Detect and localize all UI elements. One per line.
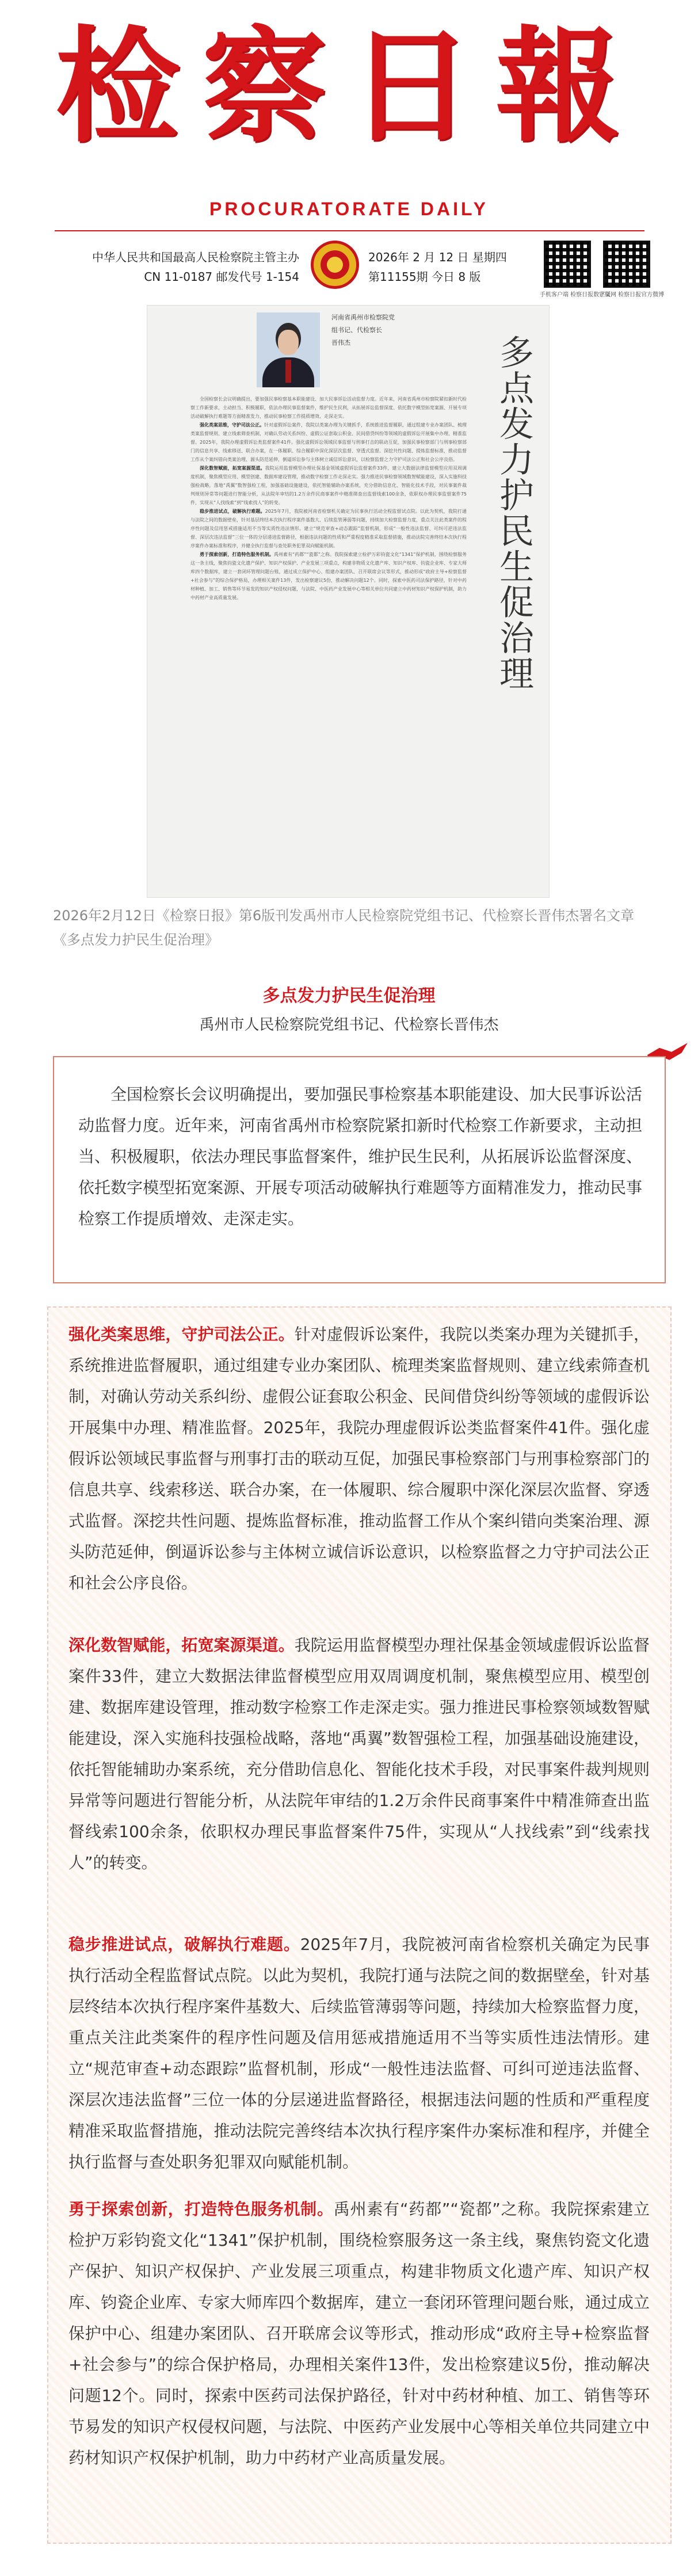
newspaper-subtitle: PROCURATORATE DAILY bbox=[209, 199, 489, 219]
clipping-section-text: 禹州素有“药都”“瓷都”之称。我院探索建立检护万彩钧瓷文化“1341”保护机制，围绕检察服务这一条主线，聚焦钧瓷文化遗产保护、知识产权保护、产业发展三项重点，构建非物质文化遗产库、知识产权库、钧瓷企业库、专家大师库四个数据库，建立一套闭环管理问题台账，通过成立保护中心、组建办案团队、召开联席会议等形式，推动形成“政府主导+检察监督+社会参与”的综合保护格局，办理相关案件13件，发出检察建议5份，推动解决问题12个。同时，探索中医药司法保护路径，针对中药材种植、加工、销售等环节易发的知识产权侵权问题，与法院、中医药产业发展中心等相关单位共同建立中药材知识产权保护机制，助力中药材产业高质量发展。 bbox=[190, 552, 467, 600]
body-paragraph bbox=[68, 1630, 650, 1878]
clipping-paragraph bbox=[190, 550, 467, 602]
issue-number: 第11155期 今日 8 版 bbox=[368, 270, 481, 284]
clipping-body-text bbox=[190, 395, 467, 890]
section-text: 我院运用监督模型办理社保基金领域虚假诉讼监督案件33件，建立大数据法律监督模型应用双周调度机制，聚焦模型应用、模型创建、数据库建设管理，推动数字检察工作走深走实。强力推进民事检察领域数智赋能建设，深入实施科技强检战略，落地“禹翼”数智强检工程，加强基础设施建设，依托智能辅助办案系统，充分借助信息化、智能化技术手段，对民事案件裁判规则异常等问题进行智能分析，从法院年审结的1.2万余件民商事案件中精准筛查出监督线索100余条，依职权办理民事监督案件75件，实现从“人找线索”到“线索找人”的转变。 bbox=[68, 1636, 650, 1872]
section-heading: 深化数智赋能，拓宽案源渠道。 bbox=[68, 1636, 295, 1655]
section-heading: 勇于探索创新，打造特色服务机制。 bbox=[68, 2200, 334, 2219]
publication-codes: CN 11-0187 邮发代号 1-154 bbox=[144, 270, 299, 284]
article-title: 多点发力护民生促治理 bbox=[262, 986, 436, 1006]
clipping-section-text: 针对虚假诉讼案件，我院以类案办理为关键抓手，系统推进监督履职，通过组建专业办案团队、梳理类案监督规则、建立线索筛查机制，对确认劳动关系纠纷、虚假公证套取公积金、民间借贷纠纷等领域的虚假诉讼开展集中办理、精准监督。2025年，我院办理虚假诉讼类监督案件41件。强化虚假诉讼领域民事监督与刑事打击的联动互促，加强民事检察部门与刑事检察部门的信息共享、线索移送、联合办案，在一体履职、综合履职中深化深层次监督、穿透式监督。深挖共性问题、提炼监督标准，推动监督工作从个案纠错向类案治理、源头防范延伸，倒逼诉讼参与主体树立诚信诉讼意识，以检察监督之力守护司法公正和社会公序良俗。 bbox=[190, 422, 467, 462]
body-paragraph bbox=[68, 1319, 650, 1599]
clipping-section-heading: 勇于探索创新，打造特色服务机制。 bbox=[200, 552, 274, 557]
publisher-line: 中华人民共和国最高人民检察院主管主办 bbox=[92, 250, 299, 264]
section-heading: 强化类案思维，守护司法公正。 bbox=[68, 1325, 295, 1344]
clipping-caption: 2026年2月12日《检察日报》第6版刊发禹州市人民检察院党组书记、代检察长晋伟杰署名文章《多点发力护民生促治理》 bbox=[53, 908, 635, 948]
article-byline: 禹州市人民检察院党组书记、代检察长晋伟杰 bbox=[199, 1016, 499, 1034]
masthead-divider bbox=[55, 230, 644, 231]
qr-caption: 正义网 检察日报官方微博 bbox=[599, 292, 665, 298]
clipping-section-heading: 强化类案思维，守护司法公正。 bbox=[200, 422, 264, 428]
publisher-info bbox=[58, 247, 299, 287]
newspaper-masthead bbox=[0, 0, 698, 299]
body-paragraph bbox=[68, 2194, 650, 2474]
clipping-paragraph: 全国检察长会议明确提出，要加强民事检察基本职能建设、加大民事诉讼活动监督力度。近年来，河南省禹州市检察院紧扣新时代检察工作新要求，主动担当、积极履职，依法办理民事监督案件，维护民生民利，从拓展诉讼监督深度、依托数字模型拓宽案源、开展专项活动破解执行难题等方面精准发力，推动民事检察工作提质增效、走深走实。 bbox=[190, 397, 467, 419]
portrait-caption bbox=[331, 311, 395, 349]
clipping-section-text: 我院运用监督模型办理社保基金领域虚假诉讼监督案件33件，建立大数据法律监督模型应用双周调度机制，聚焦模型应用、模型创建、数据库建设管理，推动数字检察工作走深走实。强力推进民事检察领域数智赋能建设，深入实施科技强检战略，落地“禹翼”数智强检工程，加强基础设施建设，依托智能辅助办案系统，充分借助信息化、智能化技术手段，对民事案件裁判规则异常等问题进行智能分析，从法院年审结的1.2万余件民商事案件中精准筛查出监督线索100余条，依职权办理民事监督案件75件，实现从“人找线索”到“线索找人”的转变。 bbox=[190, 466, 467, 505]
issue-date: 2026年 2 月 12 日 星期四 bbox=[368, 250, 507, 264]
portrait-caption-unit: 河南省禹州市检察院党组书记、代检察长 bbox=[331, 314, 395, 334]
clipping-section-text: 2025年7月，我院被河南省检察机关确定为民事执行活动全程监督试点院。以此为契机，我院打通与法院之间的数据壁垒，针对基层终结本次执行程序案件基数大、后续监管薄弱等问题，持续加大检察监督力度，重点关注此类案件的程序性问题及信用惩戒措施适用不当等实质性违法情形。建立“规范审查+动态跟踪”监督机制，形成“一般性违法监督、可纠可逆违法监督、深层次违法监督”三位一体的分层递进监督路径，根据违法问题的性质和严重程度精准采取监督措施，推动法院完善终结本次执行程序案件办案标准和程序，并健全执行监督与查处职务犯罪双向赋能机制。 bbox=[190, 509, 467, 548]
qr-code-icon[interactable] bbox=[544, 241, 591, 288]
author-portrait bbox=[257, 313, 320, 387]
article-body bbox=[47, 1306, 672, 2544]
portrait-caption-name: 晋伟杰 bbox=[331, 339, 350, 346]
clipping-paragraph bbox=[190, 421, 467, 464]
clipping-section-heading: 稳步推进试点，破解执行难题。 bbox=[200, 509, 265, 514]
section-text: 针对虚假诉讼案件，我院以类案办理为关键抓手，系统推进监督履职，通过组建专业办案团队、梳理类案监督规则、建立线索筛查机制，对确认劳动关系纠纷、虚假公证套取公积金、民间借贷纠纷等领域的虚假诉讼开展集中办理、精准监督。2025年，我院办理虚假诉讼类监督案件41件。强化虚假诉讼领域民事监督与刑事打击的联动互促，加强民事检察部门与刑事检察部门的信息共享、线索移送、联合办案，在一体履职、综合履职中深化深层次监督、穿透式监督。深挖共性问题、提炼监督标准，推动监督工作从个案纠错向类案治理、源头防范延伸，倒逼诉讼参与主体树立诚信诉讼意识，以检察监督之力守护司法公正和社会公序良俗。 bbox=[68, 1325, 650, 1592]
section-text: 2025年7月，我院被河南省检察机关确定为民事执行活动全程监督试点院。以此为契机，我院打通与法院之间的数据壁垒，针对基层终结本次执行程序案件基数大、后续监管薄弱等问题，持续加大检察监督力度，重点关注此类案件的程序性问题及信用惩戒措施适用不当等实质性违法情形。建立“规范审查+动态跟踪”监督机制，形成“一般性违法监督、可纠可逆违法监督、深层次违法监督”三位一体的分层递进监督路径，根据违法问题的性质和严重程度精准采取监督措施，推动法院完善终结本次执行程序案件办案标准和程序，并健全执行监督与查处职务犯罪双向赋能机制。 bbox=[68, 1935, 650, 2171]
qr-caption: 手机客户端 检察日报数字版 bbox=[540, 292, 611, 298]
summary-text: 全国检察长会议明确提出，要加强民事检察基本职能建设、加大民事诉讼活动监督力度。近年来，河南省禹州市检察院紧扣新时代检察工作新要求，主动担当、积极履职，依法办理民事监督案件，维护民生民利，从拓展诉讼监督深度、依托数字模型拓宽案源、开展专项活动破解执行难题等方面精准发力，推动民事检察工作提质增效、走深走实。 bbox=[78, 1085, 643, 1228]
qr-code-icon[interactable] bbox=[603, 241, 650, 288]
newspaper-clipping bbox=[147, 305, 550, 898]
newspaper-title: 检察日報 bbox=[55, 13, 643, 159]
clipping-headline: 多点发力护民生促治理 bbox=[494, 334, 534, 691]
issue-info bbox=[368, 247, 541, 287]
clipping-paragraph bbox=[190, 507, 467, 550]
body-paragraph bbox=[68, 1929, 650, 2178]
clipping-paragraph bbox=[190, 464, 467, 507]
national-emblem-icon bbox=[311, 241, 359, 289]
section-text: 禹州素有“药都”“瓷都”之称。我院探索建立检护万彩钧瓷文化“1341”保护机制，围绕检察服务这一条主线，聚焦钧瓷文化遗产保护、知识产权保护、产业发展三项重点，构建非物质文化遗产库、知识产权库、钧瓷企业库、专家大师库四个数据库，建立一套闭环管理问题台账，通过成立保护中心、组建办案团队、召开联席会议等形式，推动形成“政府主导+检察监督+社会参与”的综合保护格局，办理相关案件13件，发出检察建议5份，推动解决问题12个。同时，探索中医药司法保护路径，针对中药材种植、加工、销售等环节易发的知识产权侵权问题，与法院、中医药产业发展中心等相关单位共同建立中药材知识产权保护机制，助力中药材产业高质量发展。 bbox=[68, 2200, 650, 2467]
clipping-section-heading: 深化数智赋能，拓宽案源渠道。 bbox=[200, 466, 265, 471]
summary-box bbox=[53, 1056, 666, 1283]
section-heading: 稳步推进试点，破解执行难题。 bbox=[68, 1935, 300, 1954]
